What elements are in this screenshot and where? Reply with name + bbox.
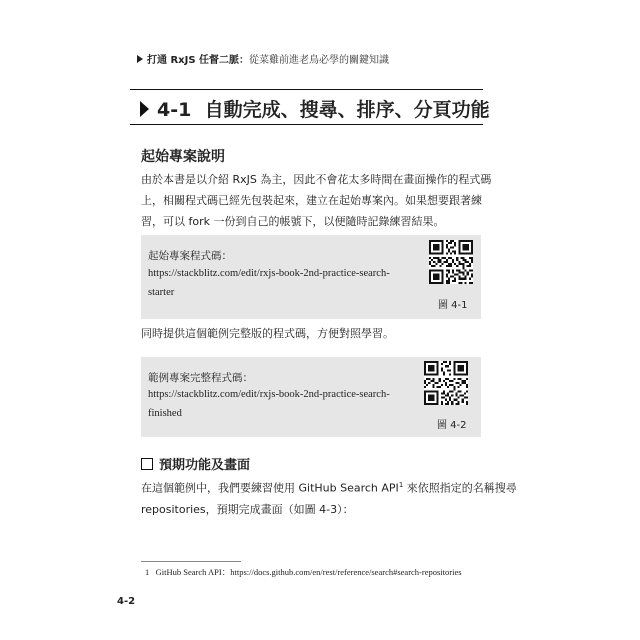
title-top-rule xyxy=(130,89,483,90)
paragraph-line: repositories，預期完成畫面（如圖 4-3）： xyxy=(141,502,354,516)
footnote-number: 1 xyxy=(145,567,150,577)
text-run: 來依照指定的名稱搜尋 xyxy=(403,481,517,495)
section-number: 4-1 xyxy=(157,99,192,121)
finished-url-continued[interactable] xyxy=(148,408,182,419)
running-header xyxy=(137,51,389,66)
text-run: 在這個範例中，我們要練習使用 GitHub Search API xyxy=(141,481,399,495)
paragraph-line: 由於本書是以介紹 RxJS 為主，因此不會花太多時間在畫面操作的程式碼 xyxy=(141,173,492,186)
finished-url[interactable] xyxy=(148,389,390,400)
starter-url-continued[interactable] xyxy=(148,287,174,298)
qr-code-icon[interactable] xyxy=(424,361,468,405)
url-line: https://stackblitz.com/edit/rxjs-book-2nd-practice-search- xyxy=(148,268,390,279)
box-label: 起始專案程式碼： xyxy=(148,250,232,262)
subsection-title xyxy=(141,454,250,473)
url-line: https://stackblitz.com/edit/rxjs-book-2nd-practice-search- xyxy=(148,389,390,400)
intro-paragraph xyxy=(141,169,492,232)
url-line: finished xyxy=(148,408,182,419)
footnote-text[interactable]: GitHub Search API：https://docs.github.com/en/rest/reference/search#search-repositories xyxy=(155,567,462,577)
figure-caption: 圖 4-2 xyxy=(437,420,467,431)
paragraph-line xyxy=(141,475,517,499)
middle-paragraph xyxy=(141,323,481,344)
closing-paragraph xyxy=(141,475,517,520)
triangle-bullet-icon xyxy=(140,101,149,117)
qr-code-icon[interactable] xyxy=(429,240,473,284)
figure-caption: 圖 4-1 xyxy=(438,300,468,311)
box-label: 範例專案完整程式碼： xyxy=(148,372,253,384)
header-separator: ： xyxy=(239,55,250,66)
triangle-bullet-icon xyxy=(137,55,143,63)
finished-code-box xyxy=(141,357,481,437)
url-line: starter xyxy=(148,287,175,298)
paragraph-line: 上，相關程式碼已經先包裝起來，建立在起始專案內。如果想要跟著練 xyxy=(141,194,482,207)
footnote-reference[interactable]: 1 xyxy=(398,481,404,489)
title-bottom-rule xyxy=(130,124,483,125)
subsection-title: 起始專案說明 xyxy=(141,149,225,165)
paragraph-line: 同時提供這個範例完整版的程式碼，方便對照學習。 xyxy=(141,327,394,340)
checkbox-bullet-icon xyxy=(141,458,153,470)
paragraph-line: 習，可以 fork 一份到自己的帳號下，以便隨時記錄練習結果。 xyxy=(141,215,445,228)
footnote-rule xyxy=(141,561,241,562)
starter-code-box xyxy=(141,235,481,319)
footnote xyxy=(145,566,462,578)
book-subtitle: 從菜雞前進老鳥必學的關鍵知識 xyxy=(249,55,390,66)
subsection-title-text: 預期功能及畫面 xyxy=(159,458,251,473)
page-number: 4-2 xyxy=(117,596,136,607)
book-title: 打通 RxJS 任督二脈 xyxy=(147,55,240,66)
section-title-text: 自動完成、搜尋、排序、分頁功能 xyxy=(204,99,490,121)
section-title xyxy=(140,95,490,122)
starter-url[interactable] xyxy=(148,268,390,279)
